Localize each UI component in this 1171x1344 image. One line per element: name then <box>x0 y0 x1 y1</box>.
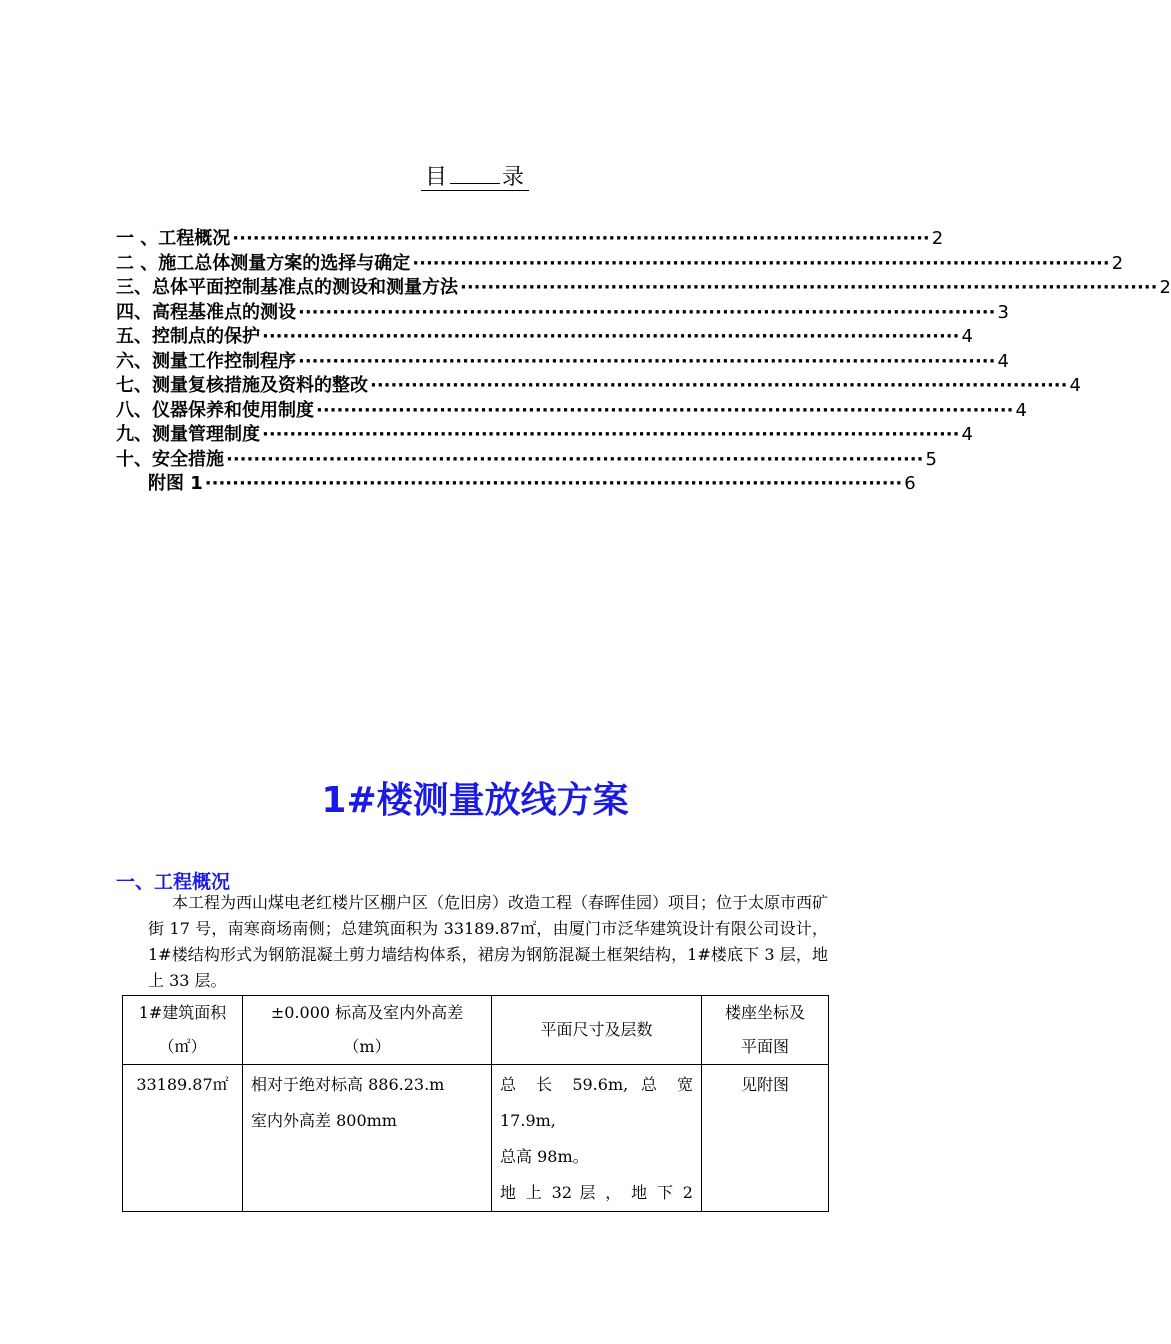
toc-item-page: 2 <box>931 228 944 249</box>
table-header-row <box>123 996 829 1065</box>
cell-dimensions-line3: 总高 98m。 <box>500 1147 589 1166</box>
toc-leader: ······································································································ <box>204 473 903 494</box>
toc-item-page: 4 <box>1069 375 1081 396</box>
table-of-contents <box>116 224 1171 494</box>
toc-item[interactable] <box>116 445 937 470</box>
header-elevation-line2: （m） <box>343 1037 391 1056</box>
toc-title-left: 目 <box>424 165 448 190</box>
toc-leader: ······································································································ <box>370 375 1068 396</box>
cell-area: 33189.87㎡ <box>123 1065 243 1212</box>
table-row <box>123 1065 829 1212</box>
header-elevation-line1: ±0.000 标高及室内外高差 <box>270 1003 464 1022</box>
toc-item[interactable] <box>116 224 944 249</box>
cell-coordinates: 见附图 <box>702 1065 829 1212</box>
toc-title <box>0 160 950 191</box>
toc-item-label: 二 、施工总体测量方案的选择与确定 <box>116 252 411 274</box>
cell-dimensions <box>492 1065 702 1212</box>
toc-item-page: 2 <box>1159 277 1171 298</box>
toc-item[interactable] <box>116 420 973 445</box>
toc-leader: ······································································································ <box>316 399 1014 421</box>
toc-leader: ······································································································ <box>232 228 930 249</box>
toc-item-page: 5 <box>925 448 937 470</box>
toc-item-page: 4 <box>1015 399 1027 421</box>
toc-item-label: 一 、工程概况 <box>116 228 231 249</box>
toc-item-page: 6 <box>904 473 916 494</box>
document-title: 1#楼测量放线方案 <box>321 780 629 821</box>
section-paragraph: 本工程为西山煤电老红楼片区棚户区（危旧房）改造工程（春晖佳园）项目；位于太原市西矿街 17 号，南寒商场南侧；总建筑面积为 33189.87㎡，由厦门市泛华建筑设计有限公司设计，1#楼结构形式为钢筋混凝土剪力墙结构体系，裙房为钢筋混凝土框架结构，1#楼底下 3 层，地上 33 层。 <box>148 893 829 990</box>
header-coordinates-line2: 平面图 <box>740 1037 789 1056</box>
cell-elevation-line2: 室内外高差 800mm <box>251 1111 397 1130</box>
header-coordinates-line1: 楼座坐标及 <box>724 1003 805 1022</box>
header-elevation <box>243 996 492 1065</box>
toc-item-label: 三、总体平面控制基准点的测设和测量方法 <box>116 277 458 298</box>
cell-elevation-line1: 相对于绝对标高 886.23.m <box>251 1075 445 1094</box>
header-dimensions: 平面尺寸及层数 <box>492 996 702 1065</box>
toc-item-page: 4 <box>961 424 973 445</box>
toc-title-right: 录 <box>502 165 526 190</box>
toc-item[interactable] <box>116 298 1009 323</box>
toc-item[interactable] <box>116 322 973 347</box>
cell-elevation <box>243 1065 492 1212</box>
toc-item-label: 八、仪器保养和使用制度 <box>116 399 314 421</box>
toc-item-label: 五、控制点的保护 <box>116 326 260 347</box>
toc-item[interactable] <box>116 371 1081 396</box>
toc-leader: ······································································································ <box>412 252 1110 274</box>
toc-item[interactable] <box>116 347 1009 372</box>
header-area <box>123 996 243 1065</box>
toc-item-page: 4 <box>997 350 1009 372</box>
toc-item-page: 4 <box>961 326 973 347</box>
toc-leader: ······································································································ <box>262 326 960 347</box>
toc-item-label: 四、高程基准点的测设 <box>116 301 296 323</box>
header-area-line1: 1#建筑面积 <box>138 1003 227 1022</box>
toc-leader: ······································································································ <box>298 301 996 323</box>
toc-item-page: 3 <box>997 301 1009 323</box>
toc-item-label: 十、安全措施 <box>116 448 224 470</box>
toc-item[interactable] <box>116 396 1027 421</box>
toc-item-page: 2 <box>1111 252 1124 274</box>
toc-item-label: 九、测量管理制度 <box>116 424 260 445</box>
toc-item[interactable] <box>116 249 1124 274</box>
toc-item-label: 六、测量工作控制程序 <box>116 350 296 372</box>
toc-item-appendix[interactable] <box>116 469 916 494</box>
toc-leader: ······································································································ <box>226 448 924 470</box>
project-info-table <box>122 995 829 1212</box>
toc-leader: ······································································································ <box>298 350 996 372</box>
header-area-line2: （㎡） <box>158 1037 207 1056</box>
toc-leader: ······································································································ <box>262 424 960 445</box>
cell-dimensions-line2: 17.9m, <box>500 1111 556 1130</box>
header-coordinates <box>702 996 829 1065</box>
toc-item-label: 附图 1 <box>148 473 203 494</box>
toc-leader: ······································································································ <box>460 277 1158 298</box>
toc-item-label: 七、测量复核措施及资料的整改 <box>116 375 368 396</box>
toc-item[interactable] <box>116 273 1171 298</box>
cell-dimensions-line1: 总 长 59.6m, 总 宽 <box>500 1075 693 1094</box>
section-heading: 一、工程概况 <box>116 871 231 893</box>
cell-dimensions-line4: 地 上 32 层 ， 地 下 2 <box>500 1183 693 1202</box>
